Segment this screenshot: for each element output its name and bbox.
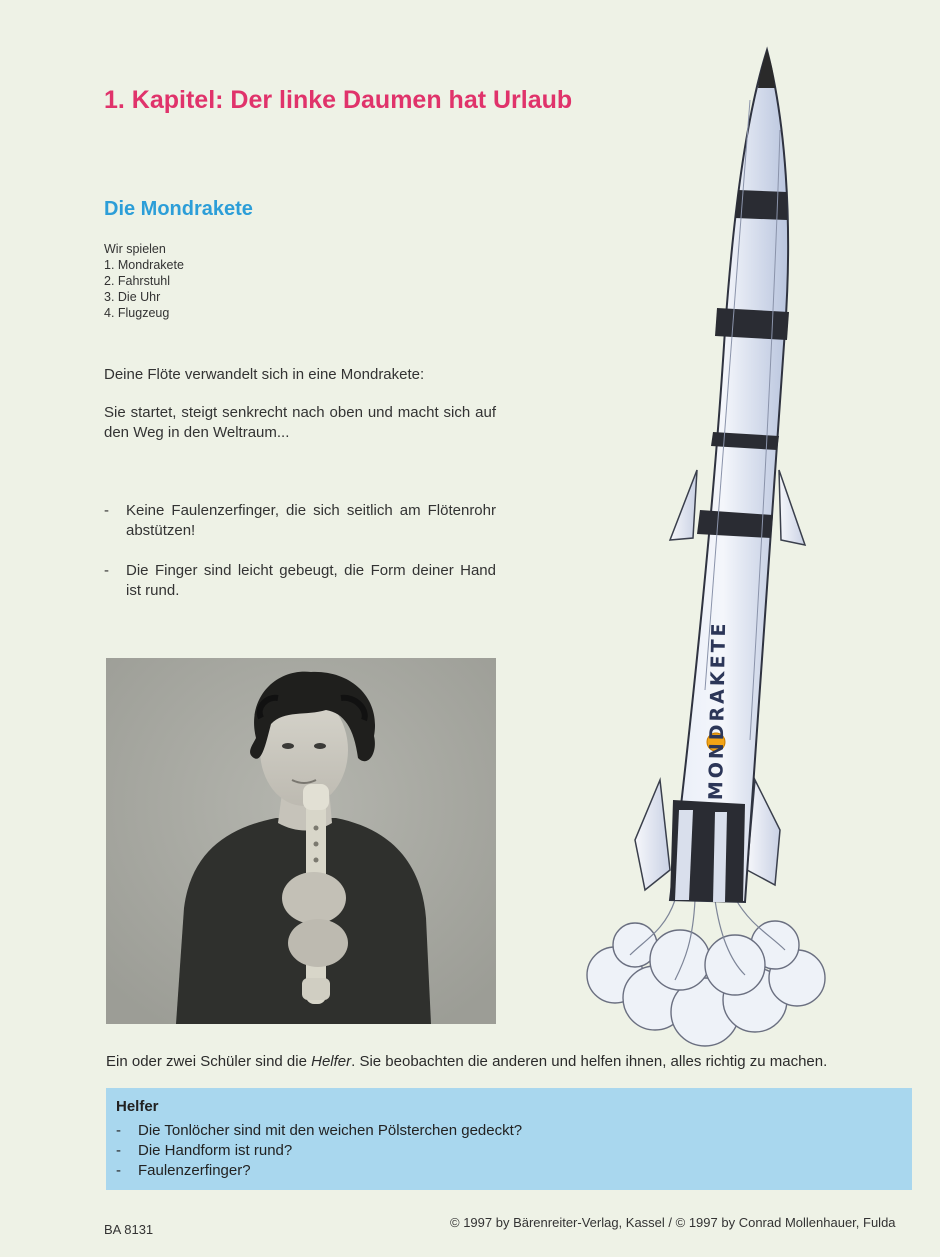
helper-caption-emphasis: Helfer: [311, 1053, 352, 1070]
bullet-item: [104, 501, 496, 541]
bullet-item: [104, 561, 496, 601]
play-list: [104, 241, 184, 321]
rocket-label: MONDRAKETE: [705, 620, 731, 801]
photo-illustration: [106, 658, 496, 1024]
footer-catalog-code: BA 8131: [104, 1222, 154, 1237]
bullet-dash: -: [104, 562, 109, 579]
list-item: - Faulenzerfinger?: [116, 1162, 251, 1179]
photo-boy-with-recorder: [106, 658, 496, 1024]
list-item-text: Die Tonlöcher sind mit den weichen Pölsterchen gedeckt?: [138, 1122, 523, 1139]
chapter-title: 1. Kapitel: Der linke Daumen hat Urlaub: [104, 86, 573, 114]
list-item: 2. Fahrstuhl: [104, 274, 171, 288]
bullet-text: Keine Faulenzerfinger, die sich seitlich am Flötenrohr abstützen!: [126, 502, 496, 539]
rocket-drawing: [575, 40, 835, 1050]
helper-caption-after: . Sie beobachten die anderen und helfen ihnen, alles richtig zu machen.: [351, 1053, 828, 1070]
rocket-illustration: [575, 40, 835, 1050]
list-item: 3. Die Uhr: [104, 290, 161, 304]
list-item: 4. Flugzeug: [104, 306, 170, 320]
smoke-cloud: [587, 921, 825, 1046]
helper-caption: [106, 1052, 906, 1072]
list-item: 1. Mondrakete: [104, 258, 184, 272]
intro-line: Deine Flöte verwandelt sich in eine Mondrakete:: [104, 366, 425, 383]
bullet-dash: -: [104, 502, 109, 519]
list-item-text: Die Handform ist rund?: [138, 1142, 293, 1159]
play-list-heading: Wir spielen: [104, 242, 166, 256]
footer-copyright: © 1997 by Bärenreiter-Verlag, Kassel / © 1997 by Conrad Mollenhauer, Fulda: [450, 1215, 896, 1230]
section-title: Die Mondrakete: [104, 198, 253, 220]
list-item-text: Faulenzerfinger?: [138, 1162, 251, 1179]
helper-caption-before: Ein oder zwei Schüler sind die: [106, 1053, 312, 1070]
list-item: - Die Handform ist rund?: [116, 1142, 293, 1159]
helper-box-title: Helfer: [116, 1098, 159, 1115]
bullet-text: Die Finger sind leicht gebeugt, die Form deiner Hand ist rund.: [126, 562, 496, 599]
helper-checklist: [116, 1121, 522, 1181]
helper-box: [106, 1088, 912, 1190]
intro-paragraph: Sie startet, steigt senkrecht nach oben und macht sich auf den Weg in den Weltraum...: [104, 404, 496, 441]
list-item: - Die Tonlöcher sind mit den weichen Pölsterchen gedeckt?: [116, 1122, 523, 1139]
